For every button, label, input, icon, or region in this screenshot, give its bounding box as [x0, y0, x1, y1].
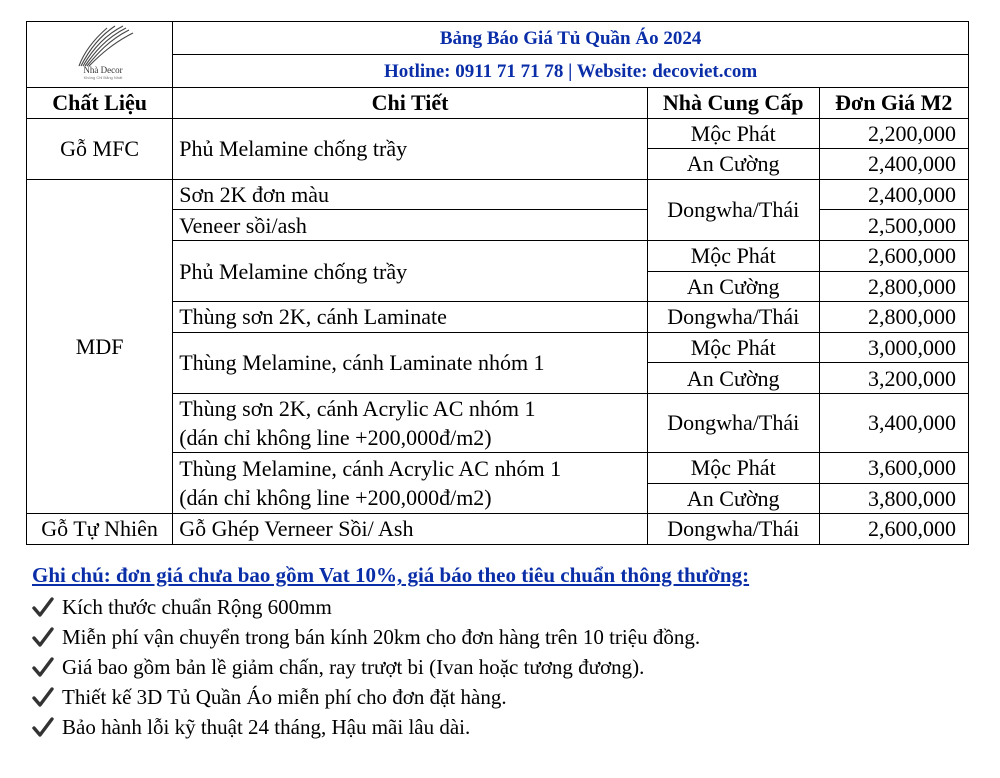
detail-cell	[173, 452, 648, 513]
column-header-supplier: Nhà Cung Cấp	[647, 88, 819, 119]
column-header-price: Đơn Giá M2	[819, 88, 968, 119]
feather-logo	[45, 22, 155, 80]
note-text: Kích thước chuẩn Rộng 600mm	[62, 595, 332, 619]
price-cell: 2,200,000	[819, 118, 968, 149]
logo-name: Nhà Decor	[82, 65, 123, 75]
logo-cell	[27, 22, 173, 88]
detail-cell: Veneer sồi/ash	[173, 210, 648, 241]
detail-cell: Thùng sơn 2K, cánh Laminate	[173, 302, 648, 333]
price-table	[26, 21, 969, 545]
material-cell: Gỗ MFC	[27, 118, 173, 179]
price-cell: 3,600,000	[819, 452, 968, 483]
price-cell: 2,600,000	[819, 514, 968, 545]
detail-cell: Sơn 2K đơn màu	[173, 179, 648, 210]
note-text: Miễn phí vận chuyển trong bán kính 20km cho đơn hàng trên 10 triệu đồng.	[62, 625, 701, 649]
supplier-cell: An Cường	[647, 483, 819, 514]
column-header-detail: Chi Tiết	[173, 88, 648, 119]
supplier-cell: An Cường	[647, 149, 819, 180]
detail-cell: Phủ Melamine chống trầy	[173, 240, 648, 301]
header-title-row	[27, 22, 969, 55]
check-icon	[32, 686, 54, 708]
price-cell: 2,800,000	[819, 271, 968, 302]
material-cell: MDF	[27, 179, 173, 513]
supplier-cell: Dongwha/Thái	[647, 514, 819, 545]
note-item	[32, 622, 962, 652]
column-header-material: Chất Liệu	[27, 88, 173, 119]
supplier-cell: An Cường	[647, 271, 819, 302]
price-cell: 2,400,000	[819, 179, 968, 210]
price-cell: 2,500,000	[819, 210, 968, 241]
table-row	[27, 514, 969, 545]
material-cell: Gỗ Tự Nhiên	[27, 514, 173, 545]
column-header-row	[27, 88, 969, 119]
price-cell: 3,800,000	[819, 483, 968, 514]
table-row	[27, 118, 969, 149]
price-cell: 3,400,000	[819, 393, 968, 452]
detail-cell: Thùng Melamine, cánh Laminate nhóm 1	[173, 332, 648, 393]
note-text: Thiết kế 3D Tủ Quần Áo miễn phí cho đơn đặt hàng.	[62, 685, 507, 709]
supplier-cell: Mộc Phát	[647, 118, 819, 149]
price-cell: 3,200,000	[819, 363, 968, 394]
supplier-cell: Mộc Phát	[647, 240, 819, 271]
notes-title: Ghi chú: đơn giá chưa bao gồm Vat 10%, giá báo theo tiêu chuẩn thông thường:	[32, 563, 750, 587]
check-icon	[32, 596, 54, 618]
note-text: Giá bao gồm bản lề giảm chấn, ray trượt bi (Ivan hoặc tương đương).	[62, 655, 645, 679]
logo-tagline: Không Chỉ Bằng Nhất	[83, 75, 122, 80]
supplier-cell: Dongwha/Thái	[647, 179, 819, 240]
note-text: Bảo hành lỗi kỹ thuật 24 tháng, Hậu mãi lâu dài.	[62, 715, 471, 739]
table-row	[27, 179, 969, 210]
note-item	[32, 682, 962, 712]
detail-line: (dán chỉ không line +200,000đ/m2)	[179, 424, 492, 450]
price-sheet	[26, 21, 969, 545]
detail-cell	[173, 393, 648, 452]
page-title: Bảng Báo Giá Tủ Quần Áo 2024	[173, 22, 969, 55]
price-cell: 3,000,000	[819, 332, 968, 363]
price-cell: 2,600,000	[819, 240, 968, 271]
note-item	[32, 652, 962, 682]
detail-line: Thùng Melamine, cánh Acrylic AC nhóm 1	[179, 456, 562, 482]
supplier-cell: An Cường	[647, 363, 819, 394]
contact-line: Hotline: 0911 71 71 78 | Website: decoviet.com	[173, 55, 969, 88]
notes-section	[32, 562, 962, 742]
supplier-cell: Mộc Phát	[647, 452, 819, 483]
price-cell: 2,800,000	[819, 302, 968, 333]
detail-cell: Phủ Melamine chống trầy	[173, 118, 648, 179]
note-item	[32, 592, 962, 622]
check-icon	[32, 716, 54, 738]
detail-line: (dán chỉ không line +200,000đ/m2)	[179, 485, 492, 511]
note-item	[32, 712, 962, 742]
supplier-cell: Mộc Phát	[647, 332, 819, 363]
supplier-cell: Dongwha/Thái	[647, 393, 819, 452]
detail-cell: Gỗ Ghép Verneer Sồi/ Ash	[173, 514, 648, 545]
check-icon	[32, 656, 54, 678]
check-icon	[32, 626, 54, 648]
supplier-cell: Dongwha/Thái	[647, 302, 819, 333]
price-cell: 2,400,000	[819, 149, 968, 180]
detail-line: Thùng sơn 2K, cánh Acrylic AC nhóm 1	[179, 395, 536, 421]
